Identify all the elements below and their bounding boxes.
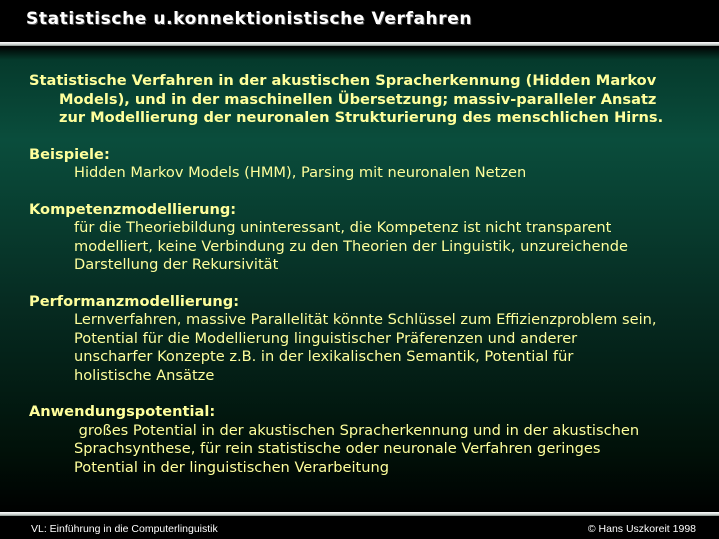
section-line: Sprachsynthese, für rein statistische oder neuronale Verfahren geringes [74, 440, 601, 457]
section-line: Potential in der linguistischen Verarbeitung [74, 458, 389, 476]
section-body [29, 422, 709, 478]
section-heading: Kompetenzmodellierung: [29, 200, 237, 218]
section-line: Hidden Markov Models (HMM), Parsing mit neuronalen Netzen [74, 164, 527, 181]
section-heading: Anwendungspotential: [29, 403, 216, 420]
section-line: Lernverfahren, massive Parallelität könnte Schlüssel zum Effizienzproblem sein, [74, 311, 657, 328]
intro-paragraph [29, 72, 709, 128]
section-line: für die Theoriebildung uninteressant, die Kompetenz ist nicht transparent [74, 219, 612, 236]
section-line: Potential für die Modellierung linguistischer Präferenzen und anderer [74, 329, 578, 347]
section-body [29, 311, 709, 385]
footer-course: VL: Einführung in die Computerlinguistik [31, 523, 218, 535]
section-line: modelliert, keine Verbindung zu den Theorien der Linguistik, unzureichende [74, 237, 628, 255]
section-kompetenzmodellierung [29, 201, 709, 275]
section-body [29, 164, 709, 183]
slide-title: Statistische u.konnektionistische Verfahren [26, 9, 473, 29]
section-performanzmodellierung [29, 293, 709, 386]
intro-line: Statistische Verfahren in der akustischen Spracherkennung (Hidden Markov [29, 72, 657, 89]
section-heading: Performanzmodellierung: [29, 292, 240, 310]
section-beispiele [29, 146, 709, 183]
bottom-divider [0, 512, 719, 516]
section-line: großes Potential in der akustischen Spracherkennung und in der akustischen [74, 421, 640, 439]
section-line: holistische Ansätze [74, 366, 215, 384]
section-line: Darstellung der Rekursivität [74, 256, 279, 273]
intro-line: zur Modellierung der neuronalen Strukturierung des menschlichen Hirns. [59, 109, 664, 126]
section-anwendungspotential [29, 403, 709, 477]
section-body [29, 219, 709, 275]
slide-content [29, 72, 709, 477]
section-line: unscharfer Konzepte z.B. in der lexikalischen Semantik, Potential für [74, 348, 574, 365]
section-heading: Beispiele: [29, 145, 110, 163]
footer-copyright: © Hans Uszkoreit 1998 [587, 523, 696, 535]
top-divider [0, 42, 719, 46]
intro-line: Models), und in der maschinellen Übersetzung; massiv-paralleler Ansatz [59, 90, 657, 108]
